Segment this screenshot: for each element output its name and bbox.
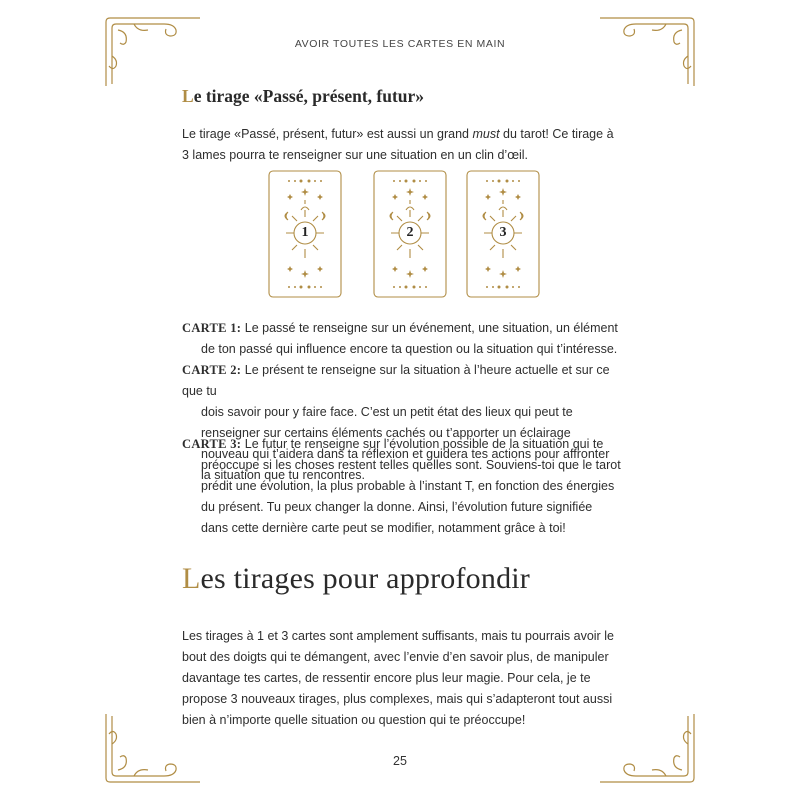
card-entry-first-line: Le passé te renseigne sur un événement, une situation, un élément — [241, 321, 618, 335]
tarot-card-3 — [466, 170, 540, 298]
card-entry-label: CARTE 2: — [182, 363, 242, 377]
section-title-initial: L — [182, 86, 194, 106]
section-title-text: e tirage «Passé, présent, futur» — [193, 86, 425, 106]
section-title — [182, 86, 424, 107]
chapter-title-initial: L — [182, 562, 201, 595]
card-entry-3 — [182, 434, 622, 539]
chapter-title — [182, 562, 530, 596]
page-number: 25 — [393, 754, 407, 768]
intro-text-1: Le tirage «Passé, présent, futur» est aussi un grand — [182, 127, 473, 141]
corner-ornament-top-left-icon — [104, 16, 204, 86]
tarot-spread-illustration — [268, 170, 552, 300]
tarot-card-2 — [373, 170, 447, 298]
running-header: AVOIR TOUTES LES CARTES EN MAIN — [294, 38, 506, 50]
card-entry-continuation: de ton passé qui influence encore ta question ou la situation qui t’intéresse. — [201, 342, 618, 356]
tarot-card-1 — [268, 170, 342, 298]
card-entry-1 — [182, 318, 622, 360]
card-entry-label: CARTE 1: — [182, 321, 242, 335]
intro-emphasis: must — [472, 127, 500, 141]
body-paragraph: Les tirages à 1 et 3 cartes sont amplement suffisants, mais tu pourrais avoir le bout des doigts qui te démangent, avec l’envie d’en savoir plus, de manipuler davantage tes cartes, de ressentir encore plus leur magie. Pour cela, je te propose 3 nouveaux tirages, plus complexes, mais qui s’adapteront tout aussi bien à n’importe quelle situation ou question qui te préoccupe! — [182, 629, 614, 727]
card-entry-label: CARTE 3: — [182, 437, 242, 451]
corner-ornament-top-right-icon — [596, 16, 696, 86]
intro-paragraph — [182, 124, 622, 166]
card-number: 1 — [301, 225, 309, 240]
card-entry-continuation: préoccupe si les choses restent telles quelles sont. Souviens-toi que le tarot prédit une évolution, la plus probable à l’instant T, en fonction des énergies du présent. Tu peux changer la donne. Ainsi, l’évolution future signifiée dans cette dernière carte peut se modifier, notamment grâce à toi! — [201, 458, 621, 535]
card-entry-first-line: Le présent te renseigne sur la situation à l’heure actuelle et sur ce que tu — [182, 363, 610, 398]
card-entry-first-line: Le futur te renseigne sur l’évolution possible de la situation qui te — [241, 437, 604, 451]
intro-text-2: du tarot! Ce tirage à 3 lames pourra te renseigner sur une situation en un clin d’œil. — [182, 127, 614, 162]
chapter-title-text: es tirages pour approfondir — [200, 562, 530, 595]
card-entry-continuation: dois savoir pour y faire face. C’est un petit état des lieux qui peut te renseigner sur certains éléments cachés ou t’apporter un éclairage nouveau qui t’aidera dans ta réflexion et guidera tes actions pour affronter la situation que tu rencontres. — [201, 405, 610, 482]
card-number: 3 — [499, 225, 507, 240]
card-number: 2 — [406, 225, 414, 240]
